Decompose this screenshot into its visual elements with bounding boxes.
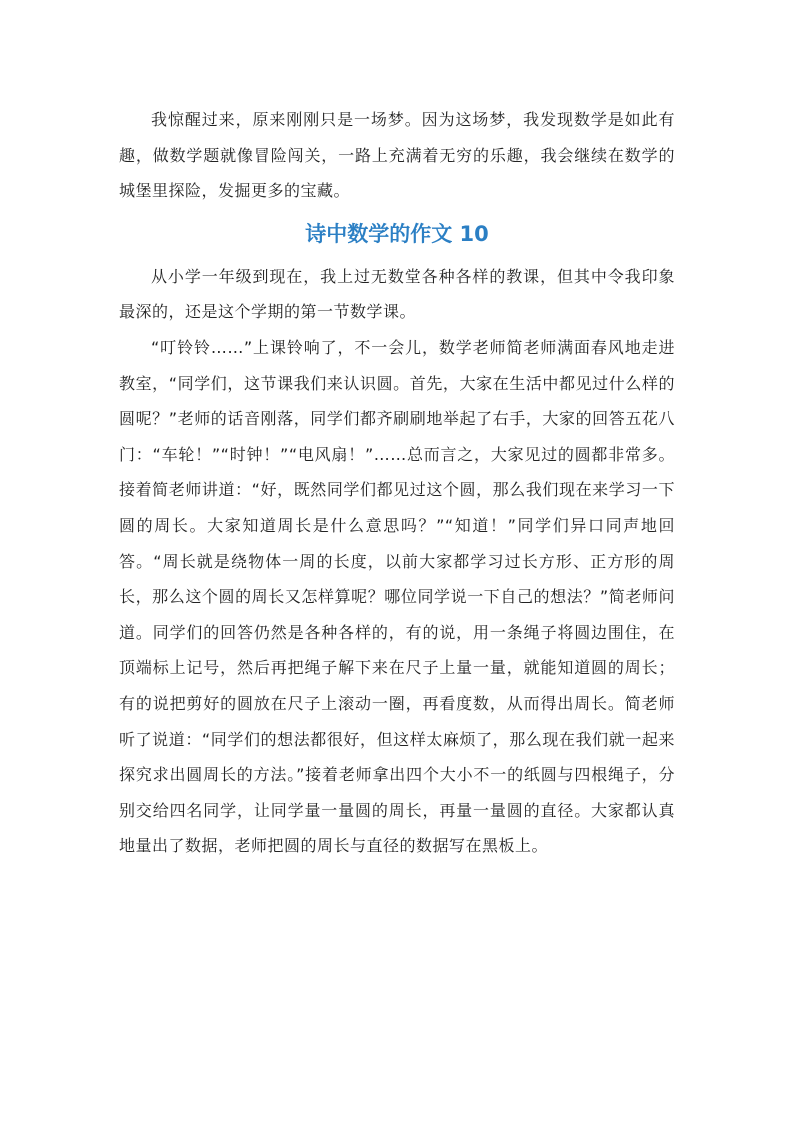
paragraph-2: “叮铃铃……”上课铃响了，不一会儿，数学老师简老师满面春风地走进教室，“同学们，这节课我们来认识圆。首先，大家在生活中都见过什么样的圆呢？”老师的话音刚落，同学们都齐刷刷地举起了右手，大家的回答五花八门：“车轮！”“时钟！”“电风扇！”……总而言之，大家见过的圆都非常多。接着简老师讲道：“好，既然同学们都见过这个圆，那么我们现在来学习一下圆的周长。大家知道周长是什么意思吗？”“知道！”同学们异口同声地回答。“周长就是绕物体一周的长度，以前大家都学习过长方形、正方形的周长，那么这个圆的周长又怎样算呢？哪位同学说一下自己的想法？”简老师问道。同学们的回答仍然是各种各样的，有的说，用一条绳子将圆边围住，在顶端标上记号，然后再把绳子解下来在尺子上量一量，就能知道圆的周长；有的说把剪好的圆放在尺子上滚动一圈，再看度数，从而得出周长。简老师听了说道：“同学们的想法都很好，但这样太麻烦了，那么现在我们就一起来探究求出圆周长的方法。”接着老师拿出四个大小不一的纸圆与四根绳子，分别交给四名同学，让同学量一量圆的周长，再量一量圆的直径。大家都认真地量出了数据，老师把圆的周长与直径的数据写在黑板上。 <box>119 337 675 856</box>
intro-paragraph: 我惊醒过来，原来刚刚只是一场梦。因为这场梦，我发现数学是如此有趣，做数学题就像冒险闯关，一路上充满着无穷的乐趣，我会继续在数学的城堡里探险，发掘更多的宝藏。 <box>119 110 675 201</box>
section-title: 诗中数学的作文 10 <box>305 221 489 246</box>
document-body <box>119 102 675 864</box>
paragraph-1: 从小学一年级到现在，我上过无数堂各种各样的教课，但其中令我印象最深的，还是这个学期的第一节数学课。 <box>119 266 675 322</box>
